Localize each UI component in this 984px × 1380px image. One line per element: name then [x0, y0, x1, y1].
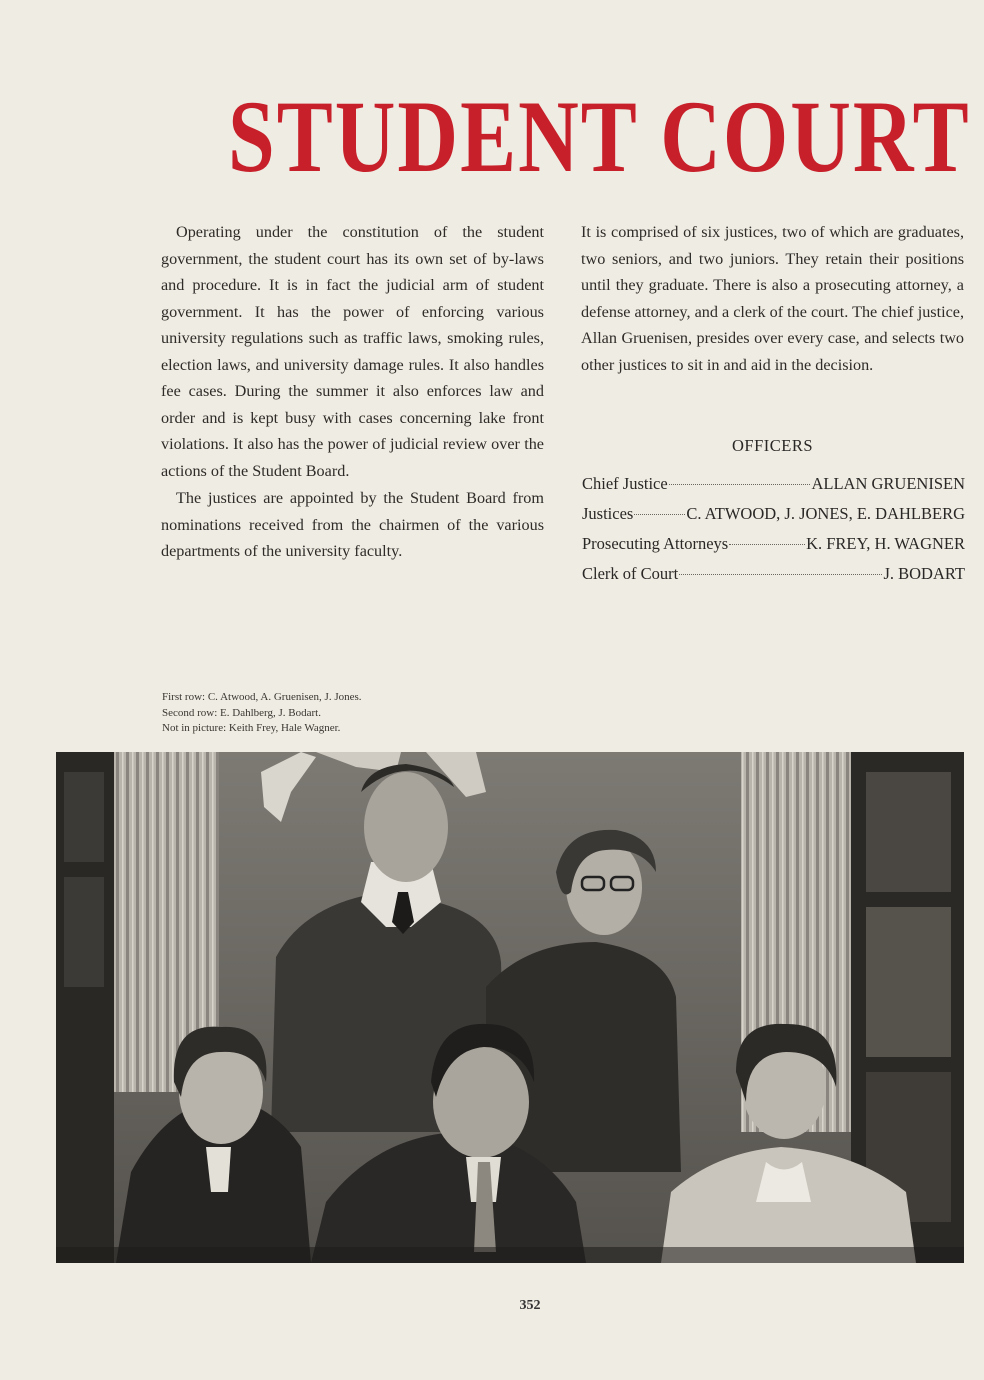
left-paragraph-2: The justices are appointed by the Student Board from nominations received from the chairmen of the various departments of the university faculty.	[161, 489, 544, 560]
caption-second-row: Second row: E. Dahlberg, J. Bodart.	[162, 706, 321, 719]
left-text-column	[161, 219, 544, 565]
officers-list	[582, 474, 965, 594]
dot-leader	[669, 484, 811, 485]
dot-leader	[729, 544, 805, 545]
officer-role: Clerk of Court	[582, 564, 679, 583]
officers-heading: OFFICERS	[731, 436, 814, 455]
officer-name: ALLAN GRUENISEN	[811, 474, 965, 493]
officer-role: Chief Justice	[582, 474, 668, 493]
page-title: STUDENT COURT	[228, 80, 971, 195]
officer-role: Justices	[582, 504, 634, 523]
group-photo	[56, 752, 964, 1263]
officer-row-prosecuting-attorneys	[582, 534, 965, 564]
caption-not-in-picture: Not in picture: Keith Frey, Hale Wagner.	[162, 722, 341, 734]
dot-leader	[679, 574, 882, 575]
photo-caption	[162, 690, 482, 737]
right-paragraph-1: It is comprised of six justices, two of which are graduates, two seniors, and two juniors. They retain their positions until they graduate. There is also a prosecuting attorney, a defense attorney, and a clerk of the court. The chief justice, Allan Gruenisen, presides over every case, and selects two other justices to sit in and aid in the decision.	[581, 223, 964, 374]
officer-role: Prosecuting Attorneys	[582, 534, 729, 553]
group-photo-illustration	[56, 752, 964, 1263]
officer-name: K. FREY, H. WAGNER	[806, 534, 965, 553]
officer-row-chief-justice	[582, 474, 965, 504]
officer-name: C. ATWOOD, J. JONES, E. DAHLBERG	[686, 504, 965, 523]
dot-leader	[634, 514, 685, 515]
officer-name: J. BODART	[883, 564, 965, 583]
right-text-column	[581, 219, 964, 378]
left-paragraph-1: Operating under the constitution of the student government, the student court has its own set of by-laws and procedure. It is in fact the judicial arm of student government. It has the power of enforcing various university regulations such as traffic laws, smoking rules, election laws, and university damage rules. It also handles fee cases. During the summer it also enforces law and order and is kept busy with cases concerning lake front violations. It also has the power of judicial review over the actions of the Student Board.	[161, 223, 544, 480]
officer-row-justices	[582, 504, 965, 534]
page-number: 352	[519, 1298, 541, 1313]
caption-first-row: First row: C. Atwood, A. Gruenisen, J. Jones.	[162, 691, 362, 703]
officer-row-clerk-of-court	[582, 564, 965, 594]
